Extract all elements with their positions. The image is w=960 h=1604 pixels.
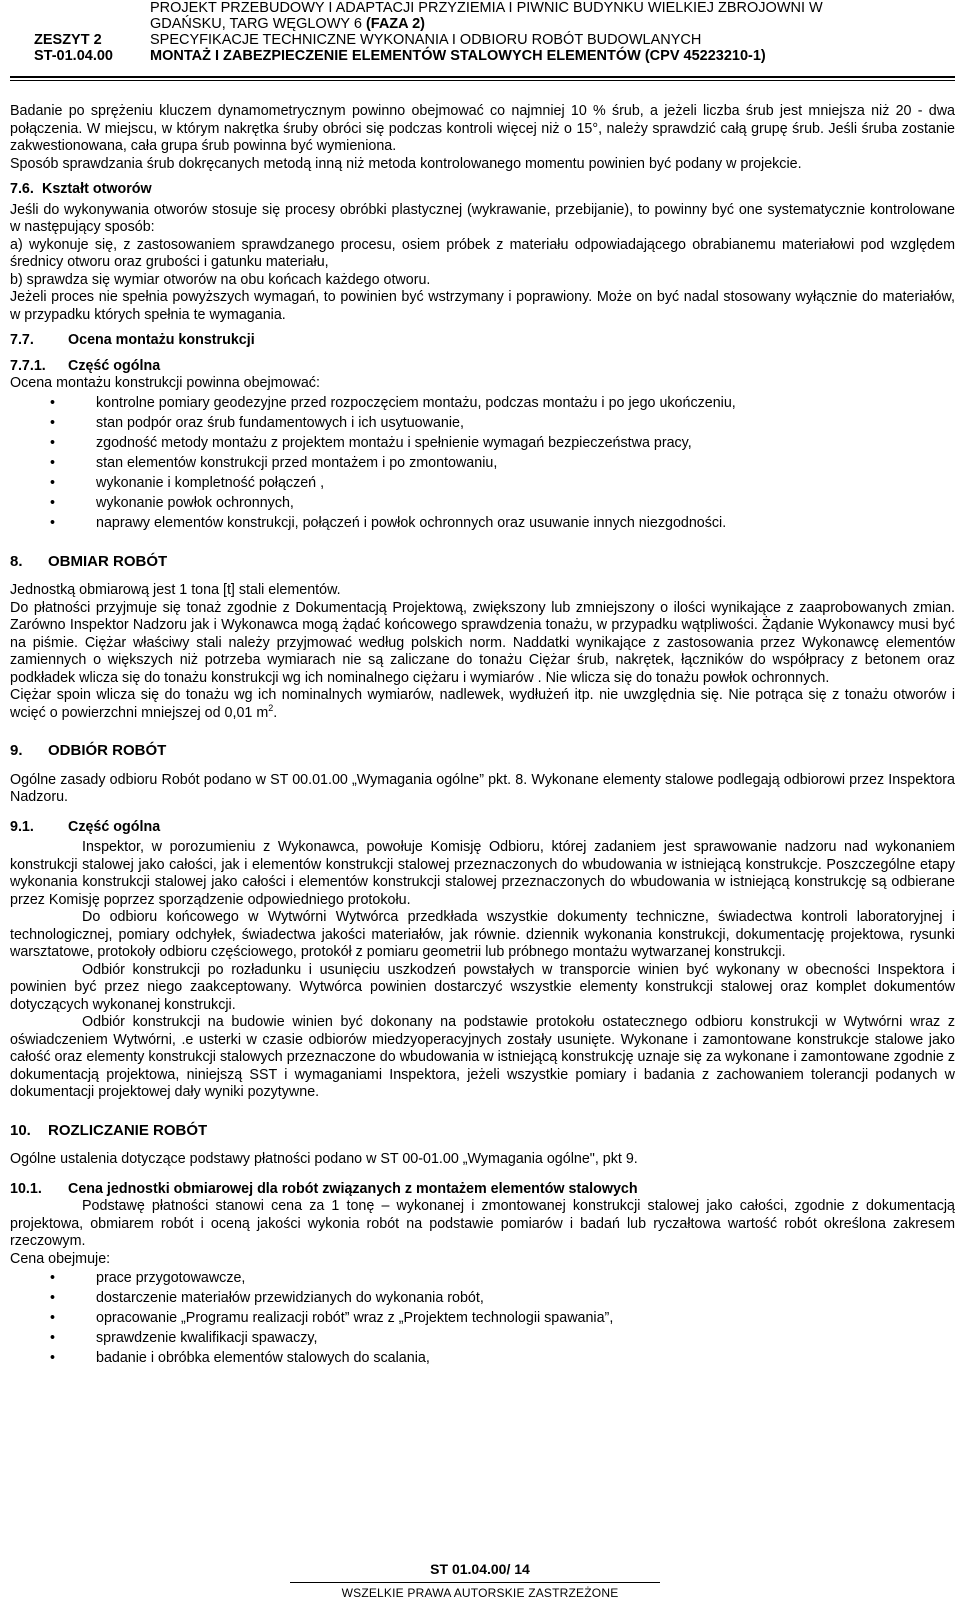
list-item: • sprawdzenie kwalifikacji spawaczy, bbox=[50, 1330, 318, 1346]
list-item: • naprawy elementów konstrukcji, połączeń i powłok ochronnych oraz usuwanie innych niezgodności. bbox=[50, 514, 727, 531]
spec-title: SPECYFIKACJE TECHNICZNE WYKONANIA I ODBIORU ROBÓT BUDOWLANYCH bbox=[150, 32, 702, 48]
list-item: • wykonanie powłok ochronnych, bbox=[50, 494, 294, 511]
paragraph: Jednostką obmiarową jest 1 tona [t] stali elementów. bbox=[10, 582, 341, 598]
list-item: • zgodność metody montażu z projektem montażu i spełnienie wymagań bezpieczeństwa pracy, bbox=[50, 434, 692, 451]
section-heading: 7.7. Ocena montażu konstrukcji bbox=[10, 332, 255, 348]
section-heading: 7.7.1. Część ogólna bbox=[10, 357, 161, 374]
section-heading: 9.1. Część ogólna bbox=[10, 818, 161, 835]
bullet-icon: • bbox=[50, 1350, 56, 1366]
bullet-list bbox=[10, 393, 955, 533]
list-item: • dostarczenie materiałów przewidzianych do wykonania robót, bbox=[50, 1290, 484, 1306]
bullet-icon: • bbox=[50, 434, 56, 451]
bullet-icon: • bbox=[50, 474, 56, 491]
intro-paragraph: Badanie po sprężeniu kluczem dynamometrycznym powinno obejmować co najmniej 10 % śrub, a jeżeli liczba śrub jest mniejsza niż 20 - dwa połączenia. W miejscu, w którym nakrętka śruby obróci się podczas kontroli więcej niż o 15°, należy sprawdzić całą grupę śrub. Jeśli śruba zostanie zakwestionowana, cała grupa śrub powinna być wymieniona. bbox=[10, 103, 955, 154]
list-item: • stan podpór oraz śrub fundamentowych i ich usytuowanie, bbox=[50, 414, 464, 431]
list-item: • wykonanie i kompletność połączeń , bbox=[50, 474, 325, 491]
paragraph: Inspektor, w porozumieniu z Wykonawca, powołuje Komisję Odbioru, której zadaniem jest sprawowanie nadzoru nad wykonaniem konstrukcji stalowej jako całości, jak i elementów konstrukcji stalowej przeznaczonych do wbudowania w istniejącą konstrukcje. Poszczególne etapy wykonania konstrukcji stalowej jako całości i elementów konstrukcji stalowej przeznaczonych do wbudowania w istniejącą konstrukcję są odbierane przez Komisję poprzez sporządzenie odpowiedniego protokołu. bbox=[10, 839, 955, 908]
list-item: • badanie i obróbka elementów stalowych do scalania, bbox=[50, 1350, 430, 1366]
project-title-line2: GDAŃSKU, TARG WĘGLOWY 6 bbox=[150, 16, 366, 32]
bullet-icon: • bbox=[50, 414, 56, 431]
paragraph: Ocena montażu konstrukcji powinna obejmować: bbox=[10, 375, 320, 391]
project-title-line1: PROJEKT PRZEBUDOWY I ADAPTACJI PRZYZIEMIA I PIWNIC BUDYNKU WIELKIEJ ZBROJOWNI W bbox=[150, 0, 823, 16]
list-item: • opracowanie „Programu realizacji robót” wraz z „Projektem technologii spawania”, bbox=[50, 1310, 614, 1326]
chapter-title: MONTAŻ I ZABEZPIECZENIE ELEMENTÓW STALOWYCH ELEMENTÓW (CPV 45223210-1) bbox=[150, 48, 766, 64]
bullet-icon: • bbox=[50, 454, 56, 471]
copyright-notice: WSZELKIE PRAWA AUTORSKIE ZASTRZEŻONE bbox=[341, 1586, 619, 1600]
section-heading: 7.6. Kształt otworów bbox=[10, 181, 152, 197]
zeszyt-label: ZESZYT 2 bbox=[34, 32, 102, 48]
intro-paragraph: Sposób sprawdzania śrub dokręcanych metodą inną niż metoda kontrolowanego momentu powinien być podany w projekcie. bbox=[10, 155, 802, 172]
paragraph: Jeśli do wykonywania otworów stosuje się procesy obróbki plastycznej (wykrawanie, przebijanie), to powinny być one systematycznie kontrolowane w następujący sposób: bbox=[10, 201, 955, 235]
paragraph: Jeżeli proces nie spełnia powyższych wymagań, to powinien być wstrzymany i poprawiony. Może on być nadal stosowany wyłącznie do materiałów, w przypadku których spełnia te wymagania. bbox=[10, 289, 955, 323]
chapter-heading: 10. ROZLICZANIE ROBÓT bbox=[10, 1121, 208, 1139]
footer-rule bbox=[290, 1582, 660, 1583]
spec-code: ST-01.04.00 bbox=[34, 48, 113, 64]
section-heading: 10.1. Cena jednostki obmiarowej dla robót związanych z montażem elementów stalowych bbox=[10, 1180, 638, 1197]
paragraph: Ciężar spoin wlicza się do tonażu wg ich nominalnych wymiarów, nadlewek, wydłużeń itp. nie uwzględnia się. Nie potrąca się z tonażu otworów i wcięć o powierzchni mniejszej od 0,01 $m^2$. bbox=[10, 687, 955, 721]
header-rule-thin bbox=[10, 80, 955, 81]
paragraph: Ogólne ustalenia dotyczące podstawy płatności podano w ST 00-01.00 „Wymagania ogólne", pkt 9. bbox=[10, 1151, 638, 1167]
bullet-icon: • bbox=[50, 394, 56, 411]
bullet-icon: • bbox=[50, 1290, 56, 1306]
paragraph: Ogólne zasady odbioru Robót podano w ST 00.01.00 „Wymagania ogólne” pkt. 8. Wykonane elementy stalowe podlegają odbiorowi przez Inspektora Nadzoru. bbox=[10, 771, 955, 805]
list-item: • kontrolne pomiary geodezyjne przed rozpoczęciem montażu, podczas montażu i po jego ukończeniu, bbox=[50, 394, 736, 411]
header-rule bbox=[10, 76, 955, 78]
chapter-heading: 8. OBMIAR ROBÓT bbox=[10, 552, 168, 570]
bullet-icon: • bbox=[50, 514, 56, 531]
page-header bbox=[0, 0, 960, 64]
paragraph: Podstawę płatności stanowi cena za 1 tonę – wykonanej i zmontowanej konstrukcji stalowej jako całości, zgodnie z dokumentacją projektowa, obmiarem robót i oceną jakości wykonia robót na podstawie pomiarów i badań lub ryczałtowa wartość robót określona zakresem rzeczowym. bbox=[10, 1198, 955, 1249]
paragraph: Do odbioru końcowego w Wytwórni Wytwórca przedkłada wszystkie dokumenty techniczne, świadectwa kontroli laboratoryjnej i technologicznej, pomiary odchyłek, świadectwa jakości materiałów, jak równie. dziennik wykonania konstrukcji, dokumentację projektowa, rysunki warsztatowe, protokoły odbioru częściowego, protokół z pomiaru geometrii lub próbnego montażu wytwarzanej konstrukcji. bbox=[10, 909, 955, 960]
bullet-icon: • bbox=[50, 494, 56, 511]
paragraph: Odbiór konstrukcji po rozładunku i usunięciu uszkodzeń powstałych w transporcie winien być wykonany w obecności Inspektora i powinien być przez niego zaakceptowany. Wytwórca powinien dostarczyć wszystkie elementy konstrukcji stalowej oraz komplet dokumentów dotyczących wykonanej konstrukcji. bbox=[10, 961, 955, 1013]
paragraph: a) wykonuje się, z zastosowaniem sprawdzanego procesu, osiem próbek z materiału odpowiadającego obrabianemu materiałowi pod względem średnicy otworu oraz grubości i gatunku materiału, bbox=[10, 236, 955, 270]
phase-label: (FAZA 2) bbox=[365, 16, 426, 32]
document-body bbox=[10, 103, 955, 1368]
paragraph: Cena obejmuje: bbox=[10, 1250, 111, 1267]
page-number: ST 01.04.00/ 14 bbox=[430, 1561, 530, 1577]
bullet-list bbox=[10, 1268, 955, 1368]
chapter-heading: 9. ODBIÓR ROBÓT bbox=[10, 742, 167, 759]
bullet-icon: • bbox=[50, 1310, 56, 1326]
list-item: • prace przygotowawcze, bbox=[50, 1270, 246, 1286]
bullet-icon: • bbox=[50, 1270, 56, 1286]
bullet-icon: • bbox=[50, 1330, 56, 1346]
paragraph: Do płatności przyjmuje się tonaż zgodnie z Dokumentacją Projektową, zwiększony lub zmniejszony o ilości wynikające z zaaprobowanych zmian. Zarówno Inspektor Nadzoru jak i Wykonawca mogą żądać końcowego sprawdzenia tonażu, w przypadku wątpliwości. Żądanie Wykonawcy musi być na piśmie. Ciężar właściwy stali należy przyjmować według polskich norm. Naddatki wynikające z zastosowania przez Wykonawcę elementów zamiennych o większych niż potrzeba wymiarach nie są zaliczane do tonażu Ciężar śrub, nakrętek, łączników do współpracy z betonem oraz podkładek wlicza się do tonażu konstrukcji wg ich nominalnego ciężaru i wymiarów . Nie wlicza się do tonażu powłok ochronnych. bbox=[10, 599, 955, 686]
paragraph: Odbiór konstrukcji na budowie winien być dokonany na podstawie protokołu ostatecznego odbioru konstrukcji w Wytwórni wraz z oświadczeniem Wytwórni, .e usterki w czasie odbiorów miedzyoperacyjnych zostały usunięte. Wykonane i zamontowane konstrukcje stalowe jako całość oraz elementy konstrukcji stalowych przeznaczone do wbudowania w istniejącą konstrukcję uznaje się za wykonane i zamontowane zgodnie z dokumentacją projektowa, niniejszą SST i wymaganiami Inspektora, jeżeli wszystkie pomiary i badania z zachowaniem tolerancji podanych w dokumentacji projektowej dały wyniki pozytywne. bbox=[10, 1014, 955, 1100]
paragraph: b) sprawdza się wymiar otworów na obu końcach każdego otworu. bbox=[10, 271, 431, 288]
list-item: • stan elementów konstrukcji przed montażem i po zmontowaniu, bbox=[50, 454, 498, 471]
